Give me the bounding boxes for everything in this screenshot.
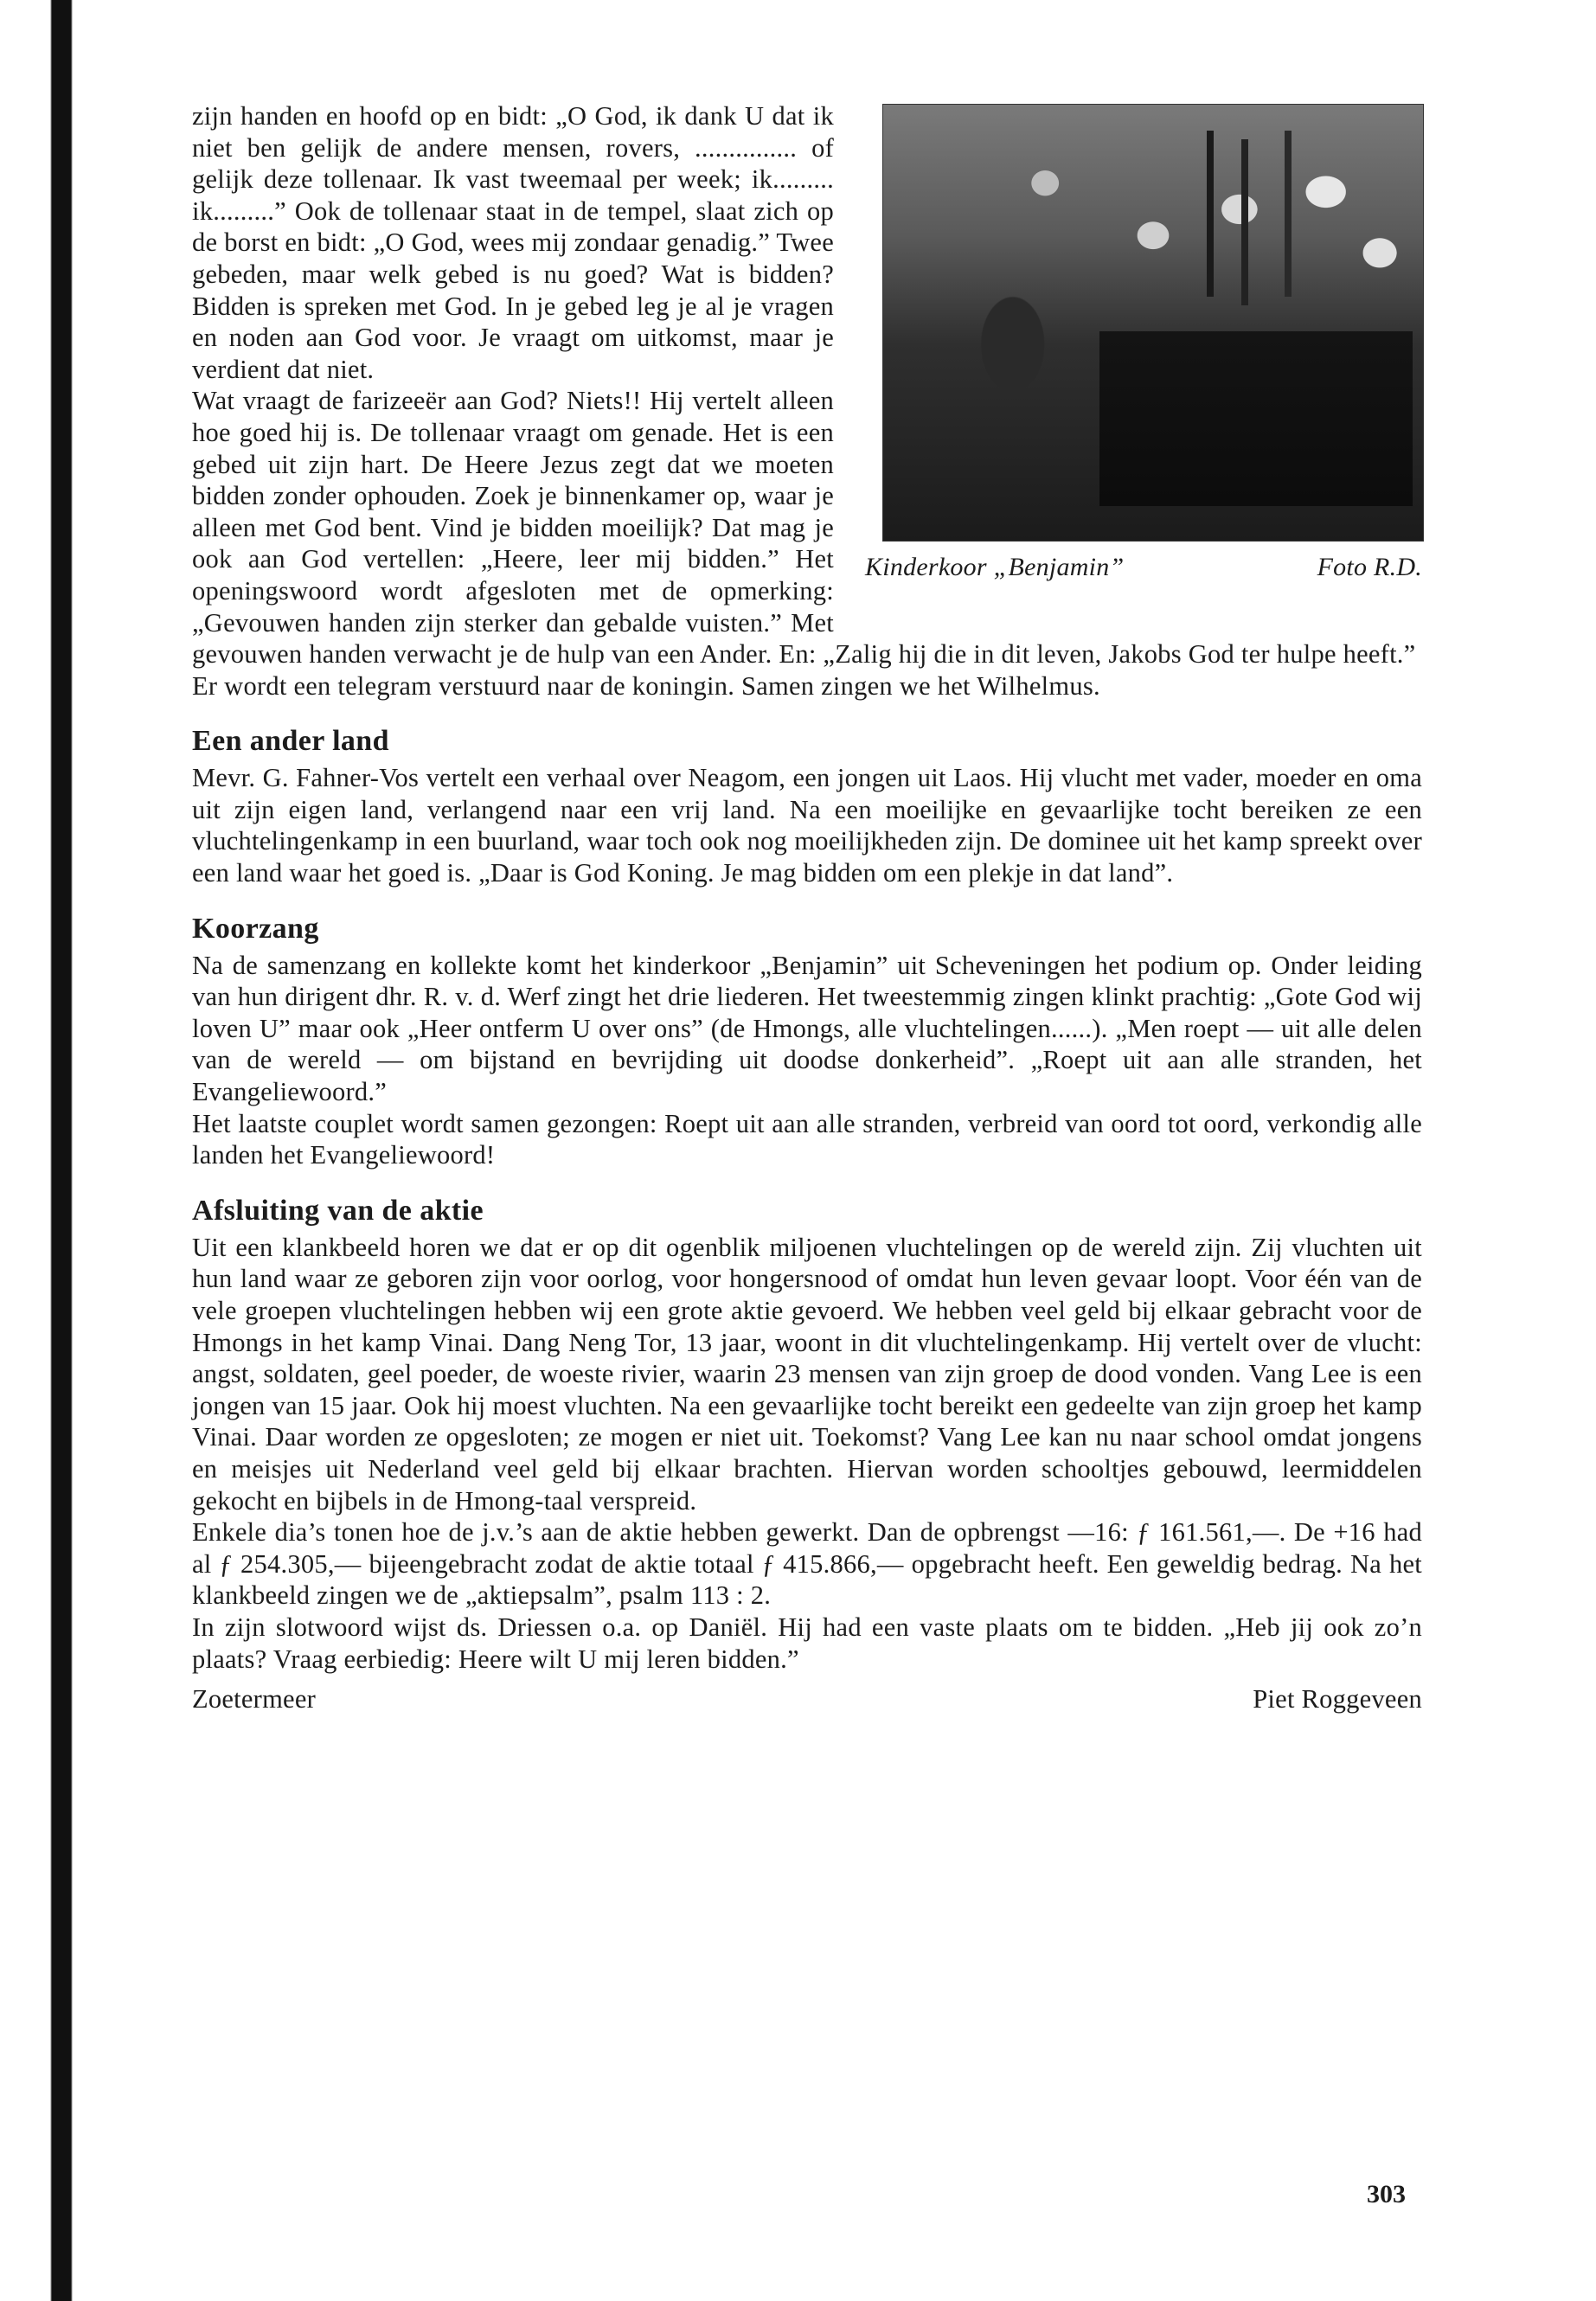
- section-heading-afsluiting: Afsluiting van de aktie: [192, 1194, 484, 1227]
- photo-caption: [865, 552, 1422, 586]
- article-page: [192, 100, 1422, 1718]
- section-paragraph: In zijn slotwoord wijst ds. Driessen o.a. op Daniël. Hij had een vaste plaats om te bidden. „Heb jij ook zo’n plaats? Vraag eerbiedig: Heere wilt U mij leren bidden.”: [192, 1612, 1422, 1674]
- intro-paragraph-3: Er wordt een telegram verstuurd naar de koningin. Samen zingen we het Wilhelmus.: [192, 670, 1100, 701]
- page-number: 303: [1367, 2180, 1406, 2208]
- caption-text: Kinderkoor „Benjamin”: [865, 553, 1125, 581]
- intro-paragraph-1: zijn handen en hoofd op en bidt: „O God, ik dank U dat ik niet ben gelijk de andere mensen, rovers, ............... of gelijk deze tollenaar. Ik vast tweemaal per week; ik......... ik.........” Ook de tollenaar staat in de tempel, slaat zich op de borst en bidt: „O God, wees mij zondaar genadig.” Twee gebeden, maar welk gebed is nu goed? Wat is bidden? Bidden is spreken met God. In je gebed leg je al je vragen en noden aan God voor. Je vraagt om uitkomst, maar je verdient dat niet.: [192, 101, 834, 384]
- section-paragraph: Na de samenzang en kollekte komt het kinderkoor „Benjamin” uit Scheveningen het podium op. Onder leiding van hun dirigent dhr. R. v. d. Werf zingt het drie liederen. Het tweestemmig zingen klinkt prachtig: „Gote God wij loven U” maar ook „Heer ontferm U over ons” (de Hmongs, alle vluchtelingen......). „Men roept — uit alle delen van de wereld — om bijstand en bevrijding uit doodse donkerheid”. „Roept uit aan alle stranden, het Evangeliewoord.”: [192, 950, 1422, 1107]
- section-heading-koorzang: Koorzang: [192, 912, 319, 945]
- section-heading-een-ander-land: Een ander land: [192, 725, 389, 758]
- photo-credit: Foto R.D.: [1317, 553, 1422, 581]
- section-paragraph: Het laatste couplet wordt samen gezongen: Roept uit aan alle stranden, verbreid van oord tot oord, verkondig alle landen het Evangeliewoord!: [192, 1108, 1422, 1170]
- section-paragraph: Uit een klankbeeld horen we dat er op dit ogenblik miljoenen vluchtelingen op de wereld zijn. Zij vluchten uit hun land waar ze geboren zijn voor oorlog, voor hongersnood of omdat hun leven gevaar loopt. Voor één van de vele groepen vluchtelingen hebben wij een grote aktie gevoerd. We hebben veel geld bij elkaar gebracht voor de Hmongs in het kamp Vinai. Dang Neng Tor, 13 jaar, woont in dit vluchtelingenkamp. Hij vertelt over de vlucht: angst, soldaten, geel poeder, de woeste rivier, waarin 23 mensen van zijn groep de dood vonden. Vang Lee is een jongen van 15 jaar. Ook hij moest vluchten. Na een gevaarlijke tocht bereikt een gedeelte van zijn groep het kamp Vinai. Daar worden ze opgesloten; ze mogen er niet uit. Toekomst? Vang Lee kan nu naar school omdat jongens en meisjes uit Nederland veel geld bij elkaar brachten. Hiervan worden schooltjes gebouwd, leermiddelen gekocht en bijbels in de Hmong-taal verspreid.: [192, 1232, 1422, 1516]
- signature-place: Zoetermeer: [192, 1684, 317, 1715]
- section-paragraph: Enkele dia’s tonen hoe de j.v.’s aan de aktie hebben gewerkt. Dan de opbrengst —16: ƒ 161.561,—. De +16 had al ƒ 254.305,— bijeengebracht zodat de aktie totaal ƒ 415.866,— opgebracht heeft. Een geweldig bedrag. Na het klankbeeld zingen we de „aktiepsalm”, psalm 113 : 2.: [192, 1517, 1422, 1611]
- signature-author: Piet Roggeveen: [1253, 1684, 1422, 1715]
- choir-photo: [882, 104, 1424, 542]
- signature-line: [192, 1683, 1422, 1718]
- photo-block: [865, 100, 1422, 602]
- section-paragraph: Mevr. G. Fahner-Vos vertelt een verhaal over Neagom, een jongen uit Laos. Hij vlucht met vader, moeder en oma uit zijn eigen land, verlangend naar een vrij land. Na een moeilijke en gevaarlijke tocht bereiken ze een vluchtelingenkamp in een buurland, waar toch ook nog moeilijkheden zijn. De dominee uit het kamp spreekt over een land waar het goed is. „Daar is God Koning. Je mag bidden om een plekje in dat land”.: [192, 763, 1422, 888]
- binding-edge: [0, 0, 73, 2301]
- intro-paragraph-2: Wat vraagt de farizeeër aan God? Niets!! Hij vertelt alleen hoe goed hij is. De tollenaar vraagt om genade. Het is een gebed uit zijn hart. De Heere Jezus zegt dat we moeten bidden zonder ophouden. Zoek je binnenkamer op, waar je alleen met God bent. Vind je bidden moeilijk? Dat mag je ook aan God vertellen: „Heere, leer mij bidden.” Het openingswoord wordt afgesloten met de opmerking: „Gevouwen handen zijn sterker dan gebalde vuisten.” Met gevouwen handen verwacht je de hulp van een Ander. En: „Zalig hij die in dit leven, Jakobs God ter hulpe heeft.”: [192, 386, 1416, 670]
